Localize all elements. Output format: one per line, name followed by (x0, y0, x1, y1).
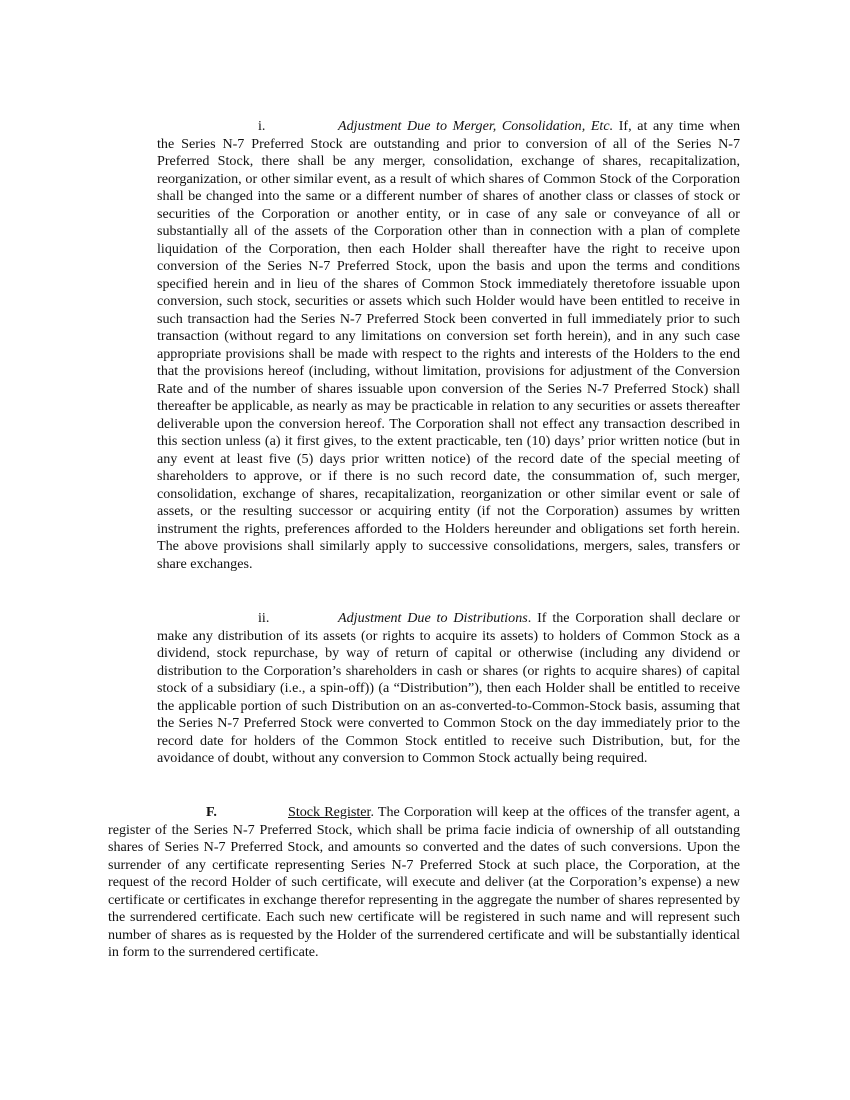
section-number: ii. (258, 610, 270, 626)
section-distributions-adjustment (157, 610, 740, 768)
section-heading: Adjustment Due to Distributions (338, 610, 528, 626)
section-body: . The Corporation will keep at the offices of the transfer agent, a register of the Series N-7 Preferred Stock, which shall be prima facie indicia of ownership of all outstanding shares of Series N-7 Preferred Stock, and amounts so converted and the dates of such conversions. Upon the surrender of any certificate representing Series N-7 Preferred Stock at such place, the Corporation, at the request of the record Holder of such certificate, will execute and deliver (at the Corporation’s expense) a new certificate or certificates in exchange therefor representing in the aggregate the number of shares represented by the surrendered certificate. Each such new certificate will be registered in such name and will represent such number of shares as is requested by the Holder of the surrendered certificate and will be substantially identical in form to the surrendered certificate. (108, 804, 741, 960)
section-body: If, at any time when the Series N-7 Preferred Stock are outstanding and prior to conversion of all of the Series N-7 Preferred Stock, there shall be any merger, consolidation, exchange of shares, recapitalization, reorganization, or other similar event, as a result of which shares of Common Stock of the Corporation shall be changed into the same or a different number of shares of another class or classes of stock or securities of the Corporation or another entity, or in case of any sale or conveyance of all or substantially all of the assets of the Corporation other than in connection with a plan of complete liquidation of the Corporation, then each Holder shall thereafter have the right to receive upon conversion of the Series N-7 Preferred Stock, upon the basis and upon the terms and conditions specified herein and in lieu of the shares of Common Stock immediately theretofore issuable upon conversion, such stock, securities or assets which such Holder would have been entitled to receive in such transaction had the Series N-7 Preferred Stock been converted in full immediately prior to such transaction (without regard to any limitations on conversion set forth herein), and in any such case appropriate provisions shall be made with respect to the rights and interests of the Holders to the end that the provisions hereof (including, without limitation, provisions for adjustment of the Conversion Rate and of the number of shares issuable upon conversion of the Series N-7 Preferred Stock) shall thereafter be applicable, as nearly as may be practicable in relation to any securities or assets thereafter deliverable upon the conversion hereof. The Corporation shall not effect any transaction described in this section unless (a) it first gives, to the extent practicable, ten (10) days’ prior written notice (but in any event at least five (5) days prior written notice) of the record date of the special meeting of shareholders to approve, or if there is no such record date, the consummation of, such merger, consolidation, exchange of shares, recapitalization, reorganization or other similar event or sale of assets, or the resulting successor or acquiring entity (if not the Corporation) assumes by written instrument the rights, preferences afforded to the Holders hereunder and obligations set forth herein. The above provisions shall similarly apply to successive consolidations, mergers, sales, transfers or share exchanges. (157, 118, 741, 572)
section-body: . If the Corporation shall declare or make any distribution of its assets (or rights to acquire its assets) to holders of Common Stock as a dividend, stock repurchase, by way of return of capital or otherwise (including any dividend or distribution to the Corporation’s shareholders in cash or shares (or rights to acquire shares) of capital stock of a subsidiary (i.e., a spin-off)) (a “Distribution”), then each Holder shall be entitled to receive the applicable portion of such Distribution on an as-converted-to-Common-Stock basis, assuming that the Series N-7 Preferred Stock were converted to Common Stock on the day immediately prior to the record date for holders of the Common Stock entitled to receive such Distribution, but, for the avoidance of doubt, without any conversion to Common Stock actually being required. (157, 610, 740, 766)
section-number: i. (258, 118, 266, 134)
section-heading: Adjustment Due to Merger, Consolidation, Etc. (338, 118, 614, 134)
section-stock-register (108, 804, 740, 962)
section-heading: Stock Register (288, 804, 371, 820)
section-letter: F. (206, 804, 217, 820)
section-merger-adjustment (157, 118, 740, 573)
